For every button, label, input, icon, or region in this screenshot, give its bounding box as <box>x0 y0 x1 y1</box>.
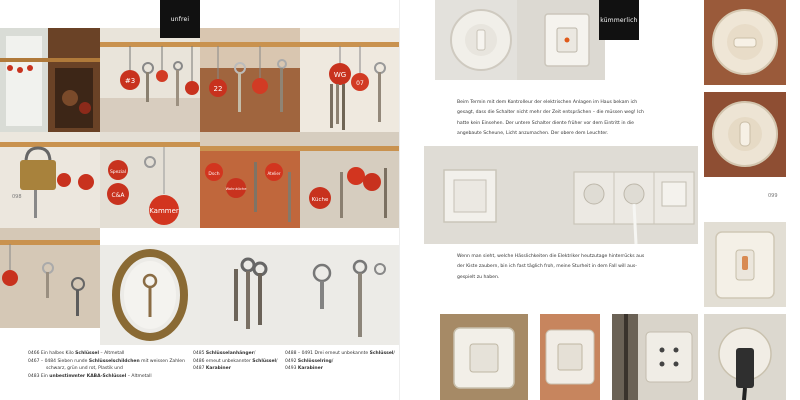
photo-keys-carabiner-art <box>0 228 100 328</box>
caption-post: – Altmetall <box>98 351 125 356</box>
photo-ornate-frame-key-art <box>100 245 200 345</box>
caption-column-2 <box>193 350 288 373</box>
photo-keys-rod-3 <box>300 28 400 132</box>
photo-socket-three-pin-art <box>612 314 698 400</box>
photo-porcelain-switch-1 <box>704 0 786 85</box>
section-label-kuemmerlich <box>599 0 639 40</box>
photo-keys-rings-art <box>300 245 400 345</box>
photo-three-keys <box>200 245 300 345</box>
caption-line <box>285 350 400 358</box>
caption-pre: Ein halbes Kilo <box>40 351 76 356</box>
photo-ornate-frame-key <box>100 245 200 345</box>
caption-line <box>285 365 400 373</box>
caption-line <box>193 365 288 373</box>
photo-keys-window <box>0 28 100 132</box>
caption-post: / <box>393 351 395 356</box>
caption-num: 0467 – 0484 <box>28 358 57 364</box>
photo-switch-socket-row-art <box>424 146 698 244</box>
photo-switch-square-1-art <box>440 314 528 400</box>
photo-switch-square-2-art <box>540 314 600 400</box>
photo-porcelain-switch-2 <box>704 92 786 177</box>
photo-padlock <box>0 132 100 228</box>
photo-keys-rod-2-art <box>200 28 300 132</box>
photo-old-switch-round-art <box>435 0 605 80</box>
photo-keys-rod-2 <box>200 28 300 132</box>
paragraph-1: Beim Termin mit dem Kontrolleur der elektrischen Anlagen im Haus bekam ich gesagt, dass die Schalter nicht mehr der Zeit entsprächen – die müssen weg! Ich hatte kein Einsehen. Der untere Schalter diente früher vor dem Eintritt in die angebaute Scheune, Licht anzumachen. Der obere dem Leuchter. <box>457 100 644 137</box>
photo-keys-rod-3-art <box>300 28 400 132</box>
photo-key-tags-ca-art <box>100 132 200 228</box>
section-label-text: unfrei <box>170 15 190 23</box>
right-page <box>400 0 800 400</box>
caption-num: 0486 <box>193 358 205 364</box>
caption-line <box>28 373 193 381</box>
caption-bold: Schlüssel <box>252 358 277 364</box>
caption-num: 0493 <box>285 366 297 372</box>
photo-toggle-switch-art <box>704 222 786 307</box>
tag-text-top1: #3 <box>124 77 136 85</box>
photo-old-switch-round <box>435 0 605 80</box>
caption-num: 0466 <box>28 351 40 356</box>
photo-switch-socket-row <box>424 146 698 244</box>
tag-text-mid4: Dsch <box>208 172 220 177</box>
photo-keys-window-art <box>0 28 100 132</box>
photo-keys-rod-1-art <box>100 28 200 132</box>
caption-post: / <box>331 358 334 364</box>
tag-text-mid3: Kammer <box>149 207 179 215</box>
left-page-number: 098 <box>12 194 22 200</box>
caption-bold: Schlösselring <box>297 358 332 364</box>
tag-text-top2: 22 <box>213 85 223 93</box>
photo-keys-carabiner <box>0 228 100 328</box>
caption-line <box>28 350 193 358</box>
caption-post: / <box>276 358 278 364</box>
paragraph-2: Wenn man sieht, welche Hässlichkeiten die Elektriker heutzutage hinterrücks aus der Kiste zaubern, bin ich fast täglich froh, meine Sturheit in dem Fall will aus-gespielt zu haben. <box>457 254 645 280</box>
caption-num: 0485 <box>193 351 205 356</box>
photo-socket-plug <box>704 314 786 400</box>
photo-socket-three-pin <box>612 314 698 400</box>
caption-num: 0488 – 0491 <box>285 351 314 356</box>
caption-pre: Ein <box>40 373 50 379</box>
photo-key-tags-kueche-art <box>300 132 400 228</box>
caption-bold: Karabiner <box>297 366 323 372</box>
photo-porcelain-switch-1-art <box>704 0 786 85</box>
photo-key-tags-kueche <box>300 132 400 228</box>
tag-text-top4: 07 <box>356 80 364 87</box>
tag-text-mid6: Atelier <box>267 171 281 176</box>
caption-bold: Schlüsselschildchen <box>88 358 140 364</box>
photo-keys-rings <box>300 245 400 345</box>
photo-switch-square-2 <box>540 314 600 400</box>
caption-bold: Schlüssel <box>369 351 394 356</box>
caption-num: 0492 <box>285 358 297 364</box>
photo-switch-square-1 <box>440 314 528 400</box>
caption-bold: Schlüsselanhänger <box>205 351 254 356</box>
photo-key-tags-2-art <box>200 132 300 228</box>
section-label-text: kümmerlich <box>600 16 638 24</box>
caption-bold: Karabiner <box>205 366 231 372</box>
caption-bold: unbestimmter KABA-Schlüssel <box>49 373 127 379</box>
caption-column-3 <box>285 350 400 373</box>
caption-pre: Drei erneut unbekannte <box>314 351 370 356</box>
caption-pre: schwarz, grün und rot, Plastik und <box>46 366 123 372</box>
caption-line <box>193 350 288 358</box>
caption-pre: erneut unbekannter <box>205 358 253 364</box>
tag-text-mid7: Küche <box>311 197 329 203</box>
tag-text-mid5: Wohnküche <box>225 187 247 191</box>
caption-num: 0487 <box>193 366 205 372</box>
photo-key-tags-2 <box>200 132 300 228</box>
caption-pre: Sieben runde <box>57 358 89 364</box>
caption-line <box>285 358 400 366</box>
photo-porcelain-switch-2-art <box>704 92 786 177</box>
caption-post: – Altmetall <box>126 373 152 379</box>
photo-padlock-art <box>0 132 100 228</box>
tag-text-mid2: C&A <box>111 192 125 199</box>
caption-line <box>28 365 193 373</box>
caption-post: mit weissen Zahlen <box>139 358 185 364</box>
caption-column-1 <box>28 350 193 380</box>
photo-key-tags-ca <box>100 132 200 228</box>
photo-toggle-switch <box>704 222 786 307</box>
photo-three-keys-art <box>200 245 300 345</box>
caption-line <box>28 358 193 366</box>
caption-bold: Schlüssel <box>75 351 99 356</box>
caption-post: / <box>253 351 256 356</box>
photo-keys-rod-1 <box>100 28 200 132</box>
right-page-number: 099 <box>768 193 778 199</box>
section-label-unfrei <box>160 0 200 38</box>
caption-num: 0483 <box>28 373 40 379</box>
tag-text-top3: WG <box>333 71 347 79</box>
photo-socket-plug-art <box>704 314 786 400</box>
tag-text-mid1: Spezial <box>109 170 127 175</box>
caption-line <box>193 358 288 366</box>
